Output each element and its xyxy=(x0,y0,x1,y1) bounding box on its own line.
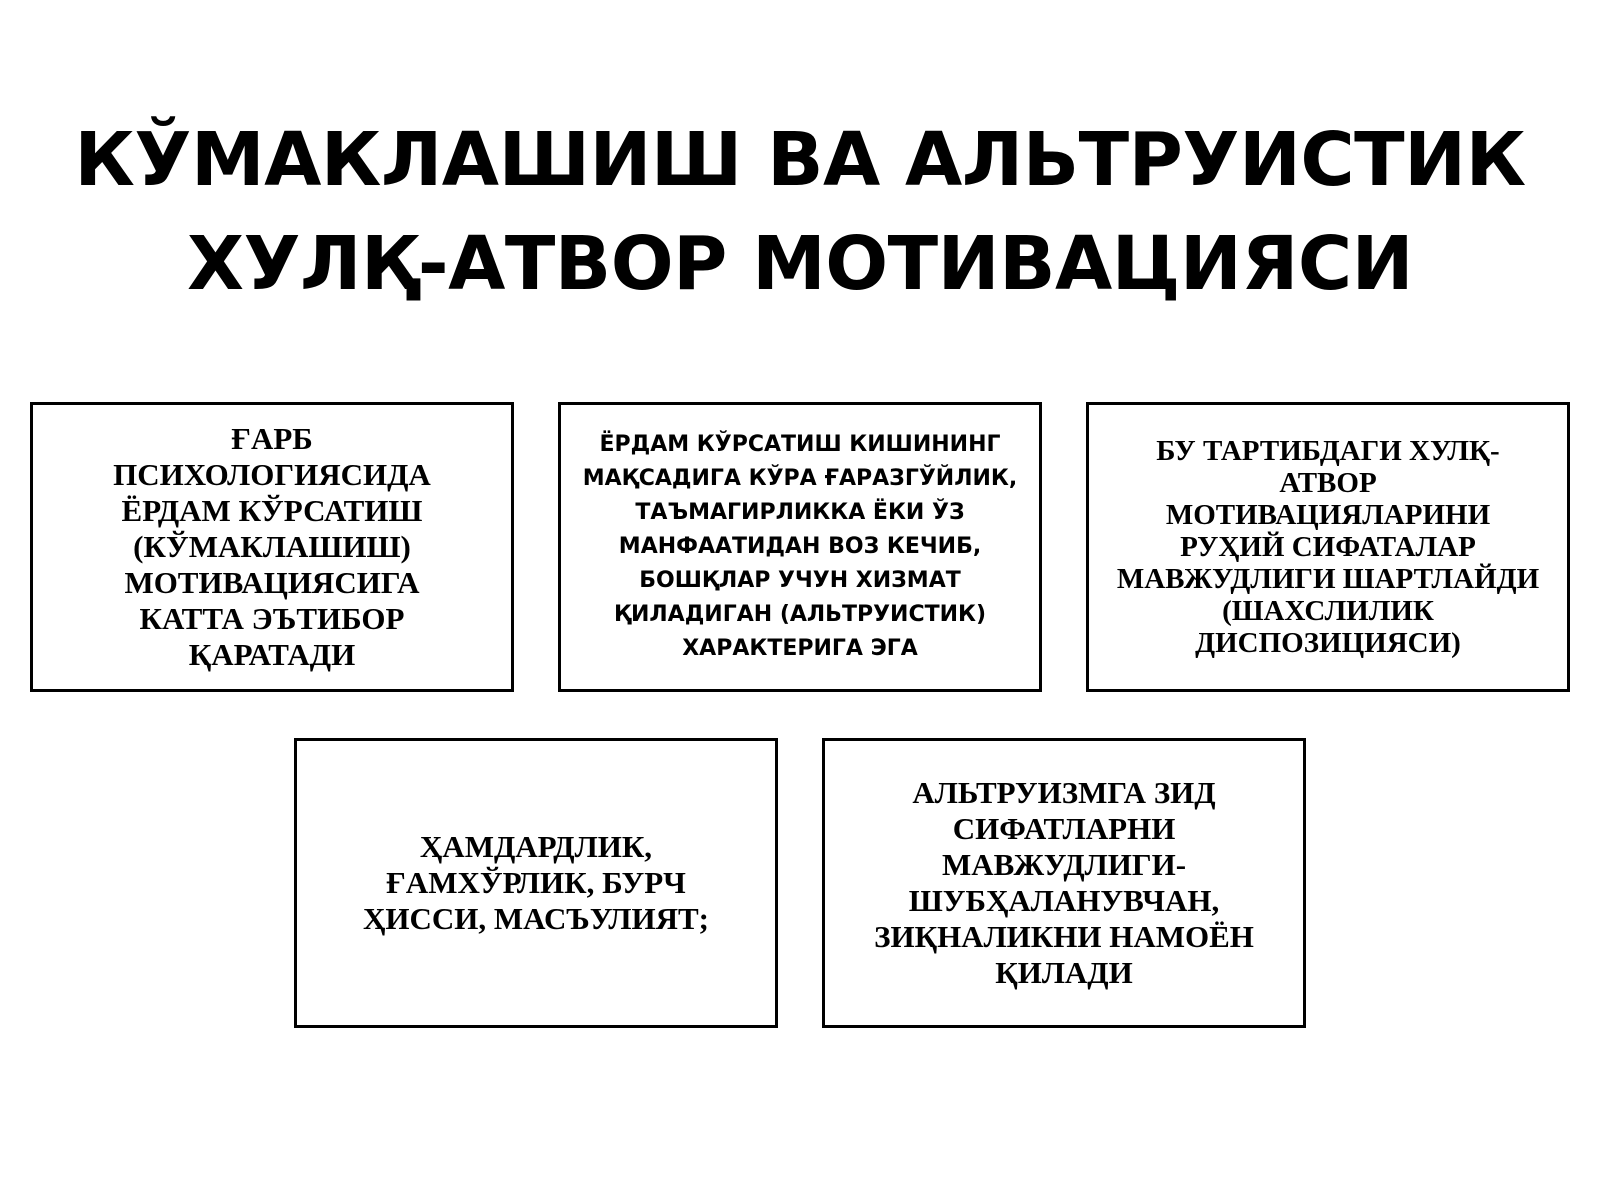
box-line: ҲАМДАРДЛИК, xyxy=(419,829,653,864)
box-line: ПСИХОЛОГИЯСИДА xyxy=(113,457,431,492)
box-line: ҚАРАТАДИ xyxy=(188,637,356,672)
box-text xyxy=(583,428,1017,666)
box-line: ЗИҚНАЛИКНИ НАМОЁН xyxy=(874,919,1254,954)
box-line: ҚИЛАДИ xyxy=(995,955,1133,990)
box-line: АТВОР xyxy=(1279,467,1377,499)
slide-title xyxy=(0,108,1600,316)
box-line: МОТИВАЦИЯСИГА xyxy=(124,565,420,600)
text-box-empathy-qualities xyxy=(294,738,778,1028)
box-line: ЁРДАМ КЎРСАТИШ КИШИНИНГ xyxy=(599,432,1001,457)
box-line: ХАРАКТЕРИГА ЭГА xyxy=(682,636,918,661)
box-line: (КЎМАКЛАШИШ) xyxy=(133,529,411,564)
box-line: РУҲИЙ СИФАТАЛАР xyxy=(1180,531,1476,563)
text-box-personal-disposition xyxy=(1086,402,1570,692)
box-line: МАҚСАДИГА КЎРА ҒАРАЗГЎЙЛИК, xyxy=(582,466,1018,491)
box-line: КАТТА ЭЪТИБОР xyxy=(139,601,405,636)
box-line: МАВЖУДЛИГИ ШАРТЛАЙДИ xyxy=(1116,563,1540,595)
box-text xyxy=(874,775,1254,991)
box-line: ҲИССИ, МАСЪУЛИЯТ; xyxy=(363,901,709,936)
box-text xyxy=(113,421,431,673)
slide-title-line-1: КЎМАКЛАШИШ ВА АЛЬТРУИСТИК xyxy=(74,116,1526,203)
box-line: ҒАМХЎРЛИК, БУРЧ xyxy=(386,865,686,900)
box-line: МАНФААТИДАН ВОЗ КЕЧИБ, xyxy=(618,534,982,559)
box-line: МОТИВАЦИЯЛАРИНИ xyxy=(1165,499,1491,531)
box-line: МАВЖУДЛИГИ- xyxy=(941,847,1187,882)
text-box-anti-altruism xyxy=(822,738,1306,1028)
box-line: (ШАХСЛИЛИК xyxy=(1222,595,1434,627)
box-line: БУ ТАРТИБДАГИ ХУЛҚ- xyxy=(1156,435,1500,467)
text-box-western-psychology xyxy=(30,402,514,692)
box-line: АЛЬТРУИЗМГА ЗИД xyxy=(912,775,1216,810)
box-line: ҚИЛАДИГАН (АЛЬТРУИСТИК) xyxy=(613,602,987,627)
box-line: ЁРДАМ КЎРСАТИШ xyxy=(121,493,423,528)
box-text xyxy=(363,829,709,937)
box-line: ДИСПОЗИЦИЯСИ) xyxy=(1195,627,1461,659)
box-line: ШУБҲАЛАНУВЧАН, xyxy=(908,883,1220,918)
box-line: СИФАТЛАРНИ xyxy=(952,811,1176,846)
box-line: ТАЪМАГИРЛИККА ЁКИ ЎЗ xyxy=(635,500,965,525)
box-line: БОШҚЛАР УЧУН ХИЗМАТ xyxy=(639,568,961,593)
text-box-helping-character xyxy=(558,402,1042,692)
slide-title-line-2: ХУЛҚ-АТВОР МОТИВАЦИЯСИ xyxy=(186,220,1414,307)
box-text xyxy=(1117,435,1539,659)
box-line: ҒАРБ xyxy=(231,421,313,456)
